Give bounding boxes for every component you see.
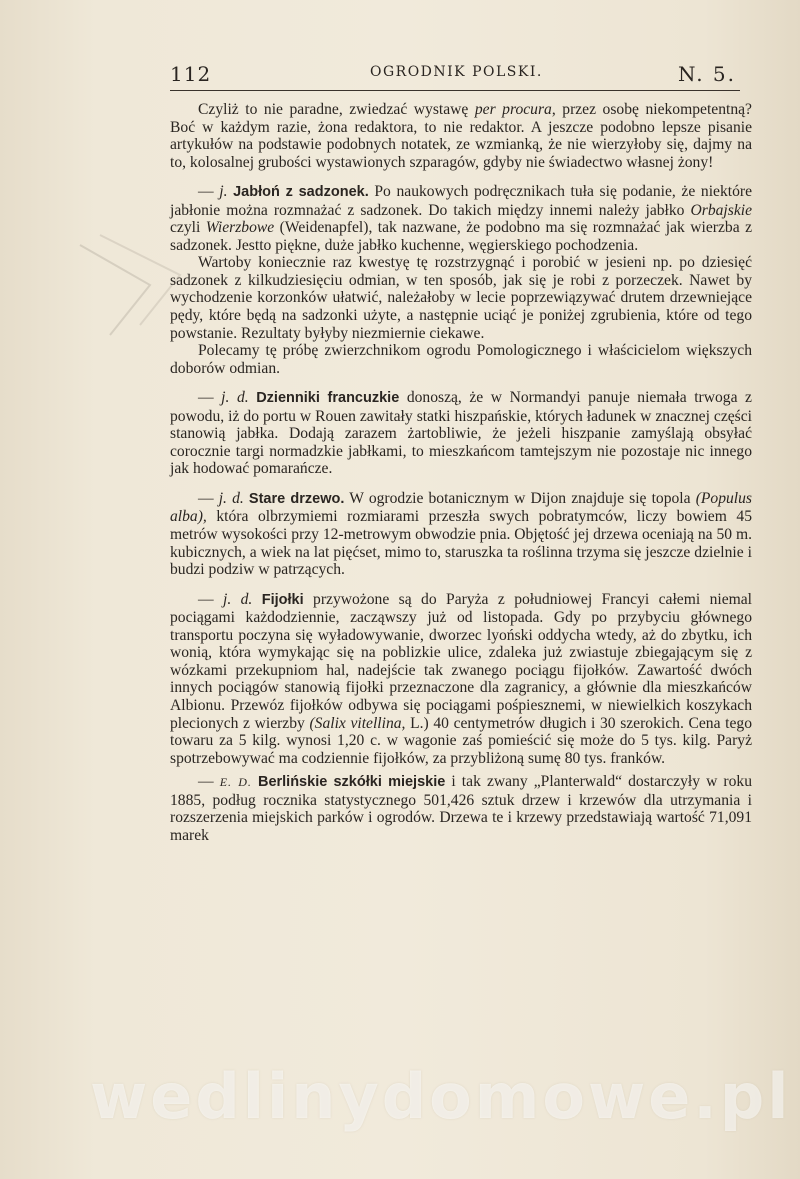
- page-header: [170, 56, 740, 91]
- section-heading: Jabłoń z sadzonek.: [233, 184, 369, 201]
- paragraph-dzienniki: — j. d. Dzienniki francuzkie donoszą, że w Normandyi panuje niemała trwoga z powodu, iż do portu w Rouen zawitały statki hiszpańskie, których ładunek w znacznej części stanowią jabłka. Dodają zarazem żartobliwie, że jeżeli hiszpanie zamyślają obsyłać corocznie targi normadzkie jabłkami, to mieszkańcom tamtejszym nie pozostaje nic innego jak hodować pomarańcze.: [170, 389, 752, 478]
- page-number: 112: [170, 62, 212, 86]
- paragraph-wystawa: Czyliż to nie paradne, zwiedzać wystawę per procura, przez osobę niekompetentną? Boć w każdym razie, żona redaktora, to nie redaktor. A jeszcze podobno lepsze pisanie artykułów na podstawie podobnych notatek, ze wzmianką, że nie wierzyłoby się, dajmy na to, kolosalnej grubości wystawionych szparagów, gdyby nie świadectwo własnej żony!: [170, 101, 752, 171]
- paragraph-jablon: — j. Jabłoń z sadzonek. Po naukowych podręcznikach tuła się podanie, że niektóre jabłonie można rozmnażać z sadzonek. Do takich między innemi należy jabłko Orbajskie czyli Wierzbowe (Weidenapfel), tak nazwane, że podobno ma się rozmnażać jak wierzba z sadzonek. Jestto piękne, duże jabłko kuchenne, węgierskiego pochodzenia.: [170, 183, 752, 254]
- paragraph-polecamy: Polecamy tę próbę zwierzchnikom ogrodu Pomologicznego i właścicielom większych doborów odmian.: [170, 342, 752, 377]
- italic-phrase: Wierzbowe: [205, 219, 275, 237]
- italic-phrase: (Salix vitellina,: [309, 714, 406, 732]
- author-signature: E. D.: [219, 775, 252, 790]
- running-title: OGRODNIK POLSKI.: [370, 64, 543, 80]
- paragraph-berlin: — E. D. Berlińskie szkółki miejskie i tak zwany „Planterwald“ dostarczyły w roku 1885, podług rocznika statystycznego 501,426 sztuk drzew i krzewów dla utrzymania i rozszerzenia miejskich parków i ogrodów. Drzewa te i krzewy przedstawiają wartość 71,091 marek: [170, 773, 753, 844]
- author-signature: j. d.: [218, 489, 244, 507]
- watermark: wedlinydomowe.pl: [90, 1060, 792, 1133]
- issue-number: N. 5.: [677, 62, 736, 86]
- section-heading: Fijołki: [261, 591, 304, 608]
- italic-phrase: Orbajskie: [690, 201, 752, 219]
- author-signature: j.: [219, 183, 228, 201]
- paragraph-sadzonki: Wartoby koniecznie raz kwestyę tę rozstrzygnąć i porobić w jesieni np. po dziesięć sadzonek z kilkudziesięciu odmian, w ten sposób, jak się je robi z porzeczek. Nawet by wychodzenie korzonków ułatwić, należałoby w lecie poprzewiązywać drutem drzewniejące pędy, które będą na sadzonki użyte, a następnie uciąć je poniżej zgrubienia, które od tego powstanie. Rezultaty byłyby niezmiernie ciekawe.: [170, 254, 752, 342]
- paragraph-fijolki: — j. d. Fijołki przywożone są do Paryża z południowej Francyi całemi niemal pociągami każdodziennie, zacząwszy już od listopada. Gdy po przybyciu głównego transportu poczyna się wyładowywanie, dworzec lyoński oddycha wtedy, aż do zbytku, ich wonią, która wymykając się na poblizkie ulice, zdaleka już zwiastuje zbiegającym się z wózkami przekupniom hal, nadejście tak zwanego pociągu fijołków. Zawartość dwóch innych pociągów stanowią fijołki przeznaczone dla zagranicy, a głównie dla mieszkańców Albionu. Przewóz fijołków odbywa się pociągami pośpiesznemi, w niewielkich koszykach plecionych z wierzby (Salix vitellina, L.) 40 centymetrów długich i 30 szerokich. Cena tego towaru za 5 kilg. wynosi 1,20 c. w wagonie zaś pomieścić się może do 5 tys. kilg. Paryż spotrzebowywać ma codziennie fijołków, za przybliżoną sumę 80 tys. franków.: [170, 590, 752, 767]
- section-heading: Stare drzewo.: [248, 490, 345, 507]
- section-heading: Dzienniki francuzkie: [256, 390, 400, 407]
- italic-phrase: (Populus alba),: [170, 489, 752, 526]
- author-signature: j. d.: [223, 590, 253, 608]
- author-signature: j. d.: [221, 389, 249, 407]
- paragraph-stare-drzewo: — j. d. Stare drzewo. W ogrodzie botanicznym w Dijon znajduje się topola (Populus alba), która olbrzymiemi rozmiarami przeszła swych pobratymców, liczy bowiem 45 metrów wysokości przy 12-metrowym obwodzie pnia. Objętość jej drzewa oceniają na 50 m. kubicznych, a wiek na lat pięćset, mimo to, staruszka ta roślinna trzyma się jeszcze dzielnie i budzi podziw w patrzących.: [170, 489, 752, 579]
- article-body: [170, 101, 752, 844]
- section-heading: Berlińskie szkółki miejskie: [257, 774, 446, 791]
- italic-phrase: per procura: [474, 101, 552, 118]
